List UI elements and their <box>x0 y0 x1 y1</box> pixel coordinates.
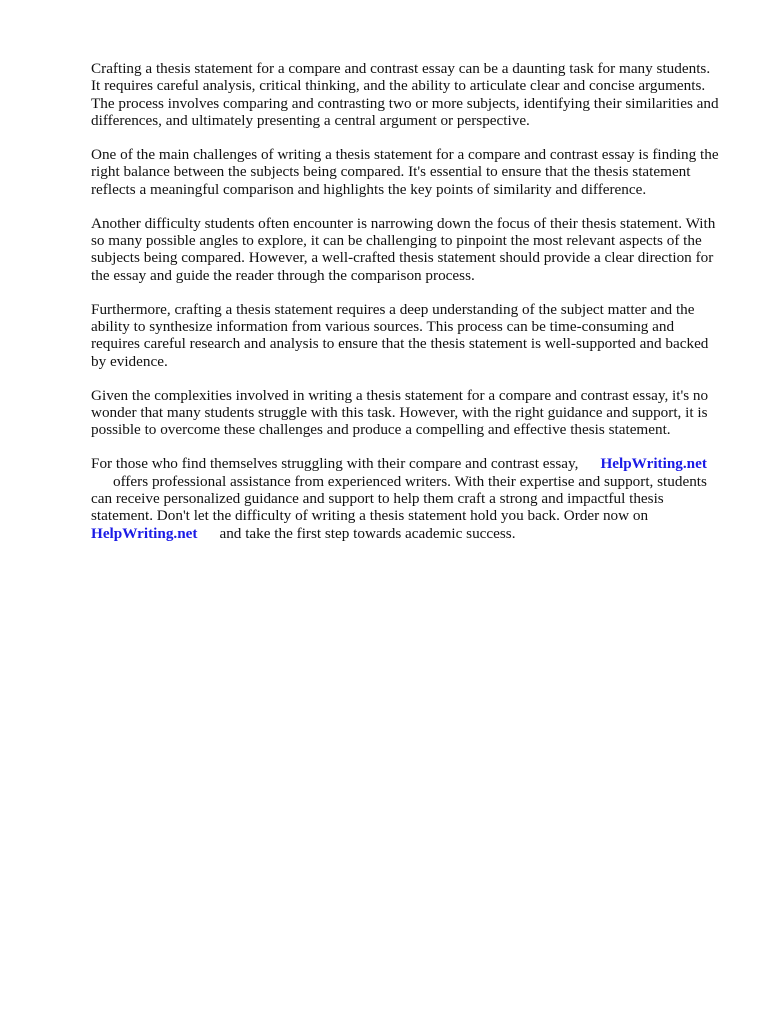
helpwriting-link-2[interactable]: HelpWriting.net <box>91 524 198 542</box>
document-body <box>91 60 723 559</box>
helpwriting-link-1[interactable]: HelpWriting.net <box>600 455 707 473</box>
closing-text-middle: offers professional assistance from experienced writers. With their expertise and support, students can receive personalized guidance and support to help them craft a strong and impactful thesis statement. Don't let the difficulty of writing a thesis statement hold you back. Order now on <box>91 472 707 525</box>
paragraph-complexities: Given the complexities involved in writing a thesis statement for a compare and contrast essay, it's no wonder that many students struggle with this task. However, with the right guidance and support, it is possible to overcome these challenges and produce a compelling and effective thesis statement. <box>91 386 709 439</box>
closing-text-before-link: For those who find themselves struggling with their compare and contrast essay, <box>91 455 579 473</box>
paragraph-intro: Crafting a thesis statement for a compare and contrast essay can be a daunting task for many students. It requires careful analysis, critical thinking, and the ability to articulate clear and concise arguments. The process involves comparing and contrasting two or more subjects, identifying their similarities and differences, and ultimately presenting a central argument or perspective. <box>91 60 719 130</box>
paragraph-focus: Another difficulty students often encounter is narrowing down the focus of their thesis statement. With so many possible angles to explore, it can be challenging to pinpoint the most relevant aspects of the subjects being compared. However, a well-crafted thesis statement should provide a clear direction for the essay and guide the reader through the comparison process. <box>91 214 716 284</box>
paragraph-balance: One of the main challenges of writing a thesis statement for a compare and contrast essay is finding the right balance between the subjects being compared. It's essential to ensure that the thesis statement reflects a meaningful comparison and highlights the key points of similarity and difference. <box>91 146 719 198</box>
paragraph-research: Furthermore, crafting a thesis statement requires a deep understanding of the subject matter and the ability to synthesize information from various sources. This process can be time-consuming and requires careful research and analysis to ensure that the thesis statement is well-supported and backed by evidence. <box>91 300 709 370</box>
closing-text-after-link: and take the first step towards academic success. <box>219 524 516 542</box>
paragraph-closing <box>91 455 723 542</box>
